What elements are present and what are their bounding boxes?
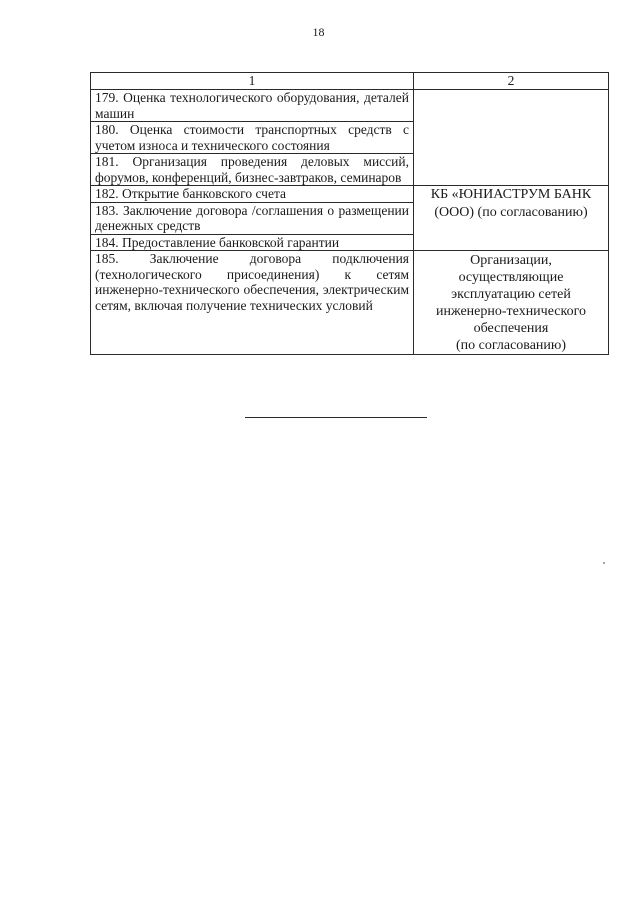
org-line: обеспечения — [473, 321, 549, 336]
table-header-row — [91, 73, 609, 90]
org-line: эксплуатацию сетей — [451, 287, 571, 302]
org-line: Организации, — [470, 253, 552, 268]
service-cell: 184. Предоставление банковской гарантии — [91, 234, 414, 251]
service-cell: 181. Организация проведения деловых миссий, форумов, конференций, бизнес-завтраков, семинаров — [91, 154, 414, 186]
scan-speck — [603, 562, 605, 564]
service-cell: 179. Оценка технологического оборудования, деталей машин — [91, 90, 414, 122]
org-line: (ООО) (по согласованию) — [434, 205, 588, 220]
end-of-document-rule — [245, 417, 427, 418]
organization-cell-networks — [414, 251, 609, 355]
org-line: (по согласованию) — [455, 338, 567, 353]
services-table — [90, 72, 609, 355]
page-number: 18 — [312, 25, 325, 39]
service-cell: 182. Открытие банковского счета — [91, 186, 414, 203]
service-cell: 185. Заключение договора подключения (технологического присоединения) к сетям инженерно-технического обеспечения, электрическим сетям, включая получение технических условий — [91, 251, 414, 355]
organization-cell-empty — [414, 90, 609, 186]
org-line: КБ «ЮНИАСТРУМ БАНК — [430, 187, 592, 202]
column-header-2: 2 — [414, 73, 609, 90]
org-line: инженерно-технического — [436, 304, 586, 319]
organization-cell-bank — [414, 186, 609, 251]
service-cell: 180. Оценка стоимости транспортных средств с учетом износа и технического состояния — [91, 122, 414, 154]
table-row — [91, 251, 609, 355]
column-header-1: 1 — [91, 73, 414, 90]
service-cell: 183. Заключение договора /соглашения о размещении денежных средств — [91, 202, 414, 234]
table-row — [91, 90, 609, 122]
org-line: осуществляющие — [458, 270, 564, 285]
table-row — [91, 186, 609, 203]
